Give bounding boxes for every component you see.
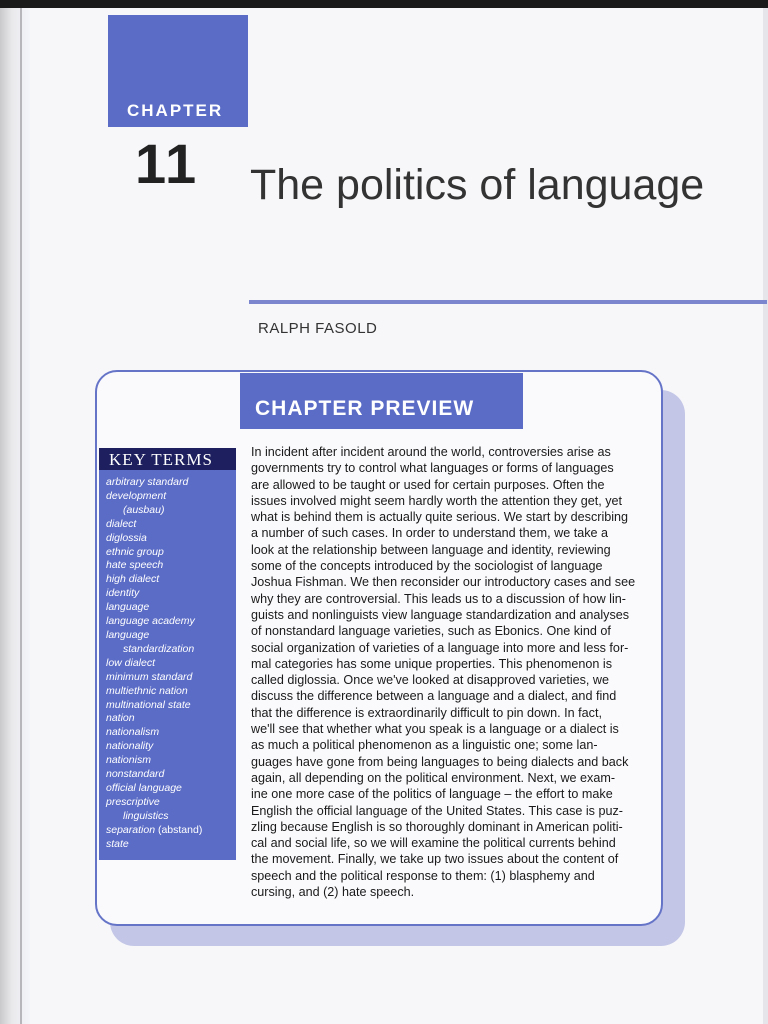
chapter-author: RALPH FASOLD: [258, 320, 378, 337]
key-term: multiethnic nation: [106, 684, 188, 697]
key-term: language: [106, 601, 150, 614]
key-term: development: [106, 489, 167, 502]
key-term: diglossia: [106, 531, 147, 544]
key-term: ethnic group: [106, 545, 164, 558]
key-term: nationalism: [106, 726, 160, 739]
key-term: nonstandard: [106, 768, 165, 781]
key-term: arbitrary standard: [106, 476, 189, 488]
key-term: state: [106, 837, 129, 850]
key-term: official language: [106, 781, 182, 794]
key-terms-title: KEY TERMS: [109, 450, 213, 469]
chapter-preview-title: CHAPTER PREVIEW: [255, 397, 475, 420]
title-divider: [249, 300, 767, 304]
key-term: high dialect: [106, 573, 160, 586]
key-term: linguistics: [123, 809, 169, 822]
key-term: prescriptive: [106, 795, 160, 808]
key-terms-list: [106, 476, 234, 851]
chapter-title: The politics of language: [250, 161, 705, 209]
chapter-number: 11: [135, 132, 199, 195]
key-term: standardization: [123, 642, 195, 655]
key-term: nationism: [106, 754, 151, 767]
scan-right-edge: [763, 8, 768, 1024]
key-term: (ausbau): [123, 503, 165, 516]
scan-top-edge: [0, 0, 768, 8]
key-term: hate speech: [106, 559, 164, 572]
key-term: language: [106, 628, 150, 641]
key-term: [106, 824, 234, 838]
key-term-main: separation: [106, 823, 158, 836]
key-term-aside: (abstand): [157, 823, 203, 836]
key-term: minimum standard: [106, 670, 193, 683]
key-term: dialect: [106, 517, 137, 530]
key-term: multinational state: [106, 698, 191, 711]
book-spine-line: [20, 8, 22, 1024]
key-term: low dialect: [106, 656, 156, 669]
key-term: identity: [106, 587, 140, 600]
chapter-label: CHAPTER: [127, 101, 224, 120]
key-term: nationality: [106, 740, 154, 753]
book-spine-shadow: [0, 8, 30, 1024]
key-term: nation: [106, 712, 135, 725]
chapter-preview-text: In incident after incident around the world, controversies arise as governments try to control what languages or forms of languages are allowed to be taught or used for certain purposes. Often the issues involved might seem hardly worth the attention they get, yet what is behind them is actually quite serious. We start by describing a number of such cases. In order to understand them, we take a look at the relationship between language and identity, reviewing some of the concepts introduced by the sociologist of language Joshua Fishman. We then reconsider our introductory cases and see why they are controversial. This leads us to a discussion of how lin- guists and nonlinguists view language standardization and analyses of nonstandard language varieties, such as Ebonics. One kind of social organization of varieties of a language into more and less for- mal categories has some unique properties. This phenomenon is called diglossia. Once we've looked at disapproved varieties, we discuss the difference between a language and a dialect, and find that the difference is extraordinarily difficult to pin down. In fact, we'll see that whether what you speak is a language or a dialect is as much a political phenomenon as a linguistic one; some lan- guages have gone from being languages to being dialects and back again, all depending on the political environment. Next, we exam- ine one more case of the politics of language – the effort to make English the official language of the United States. This case is puz- zling because English is so thoroughly dominant in American politi- cal and social life, so we will examine the political currents behind the movement. Finally, we take up two issues about the content of speech and the political response to them: (1) blasphemy and cursing, and (2) hate speech.: [251, 445, 636, 900]
key-term: language academy: [106, 615, 195, 628]
